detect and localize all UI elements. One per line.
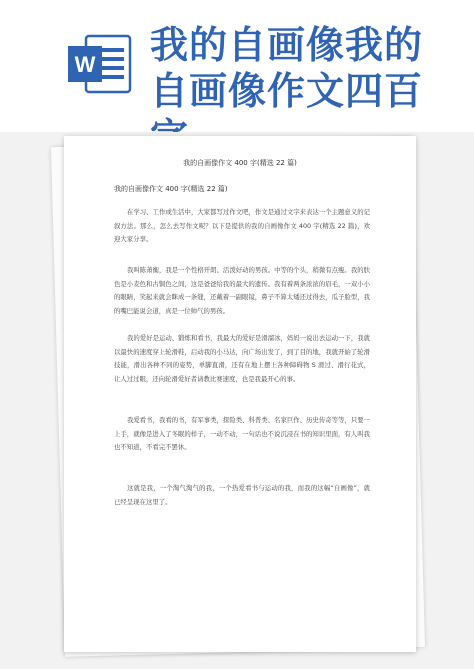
banner-title: 我的自画像我的自画像作文四百	[150, 22, 424, 113]
logo-letter: W	[74, 52, 96, 77]
document-title: 我的自画像作文 400 字(精选 22 篇)	[183, 159, 297, 167]
paragraph-reading: 我爱看书，我看的书，有军事类，探险类、科普类、名家巨作、历史传奇等等，只要一上手，就像是进入了冬眠的样子，一动不动，一句话也不说沉浸在书的知识里面，有人叫我也不知道，不看完不罢休。	[114, 416, 370, 451]
header-banner	[0, 0, 474, 132]
paragraph-appearance: 我叫陈萧衡，我是一个性格开朗、活泼好动的男孩。中等的个头，稍微有点瘦。我的肤色是小麦色和古铜色之间，这是爸爸给我的最大的遗传。我有着两条浓浓的眉毛，一双小小的眼睛，笑起来就会眯成一条缝，还戴着一副眼镜，鼻子不算太矮还过得去，瓜子脸型，我的嘴巴能说会道，真是一位帅气的男孩。	[114, 266, 370, 315]
word-document-icon	[66, 34, 132, 94]
document-subtitle: 我的自画像作文 400 字(精选 22 篇)	[114, 185, 228, 193]
document-page	[64, 136, 416, 652]
paragraph-intro: 在学习、工作或生活中，大家都写过作文吧，作文是通过文字来表达一个主题意义的记叙方法。那么，怎么去写作文呢？以下是提供的我的自画像作文 400 字(精选 22 篇)，欢迎大家分享。	[114, 208, 370, 243]
paragraph-conclusion: 这就是我，一个淘气淘气的我，一个热爱看书与运动的我，而我的这幅“自画像”，就已经呈现在这里了。	[114, 484, 370, 506]
paragraph-hobbies: 我的爱好是运动、锻炼和看书，我最大的爱好是滑溜冰，妈妈一说出去运动一下，我就以最快的速度穿上轮滑鞋，启动我的小马达，向广场出发了，到了目的地，我就开始了轮滑技能，滑出各种不同的姿势，单脚直滑，还有在地上摆上各种障碍物 S 滑过、滑行花式，让人过过眼，还向轮滑爱好者请教比赛速度，也是我最开心的事。	[114, 334, 370, 383]
